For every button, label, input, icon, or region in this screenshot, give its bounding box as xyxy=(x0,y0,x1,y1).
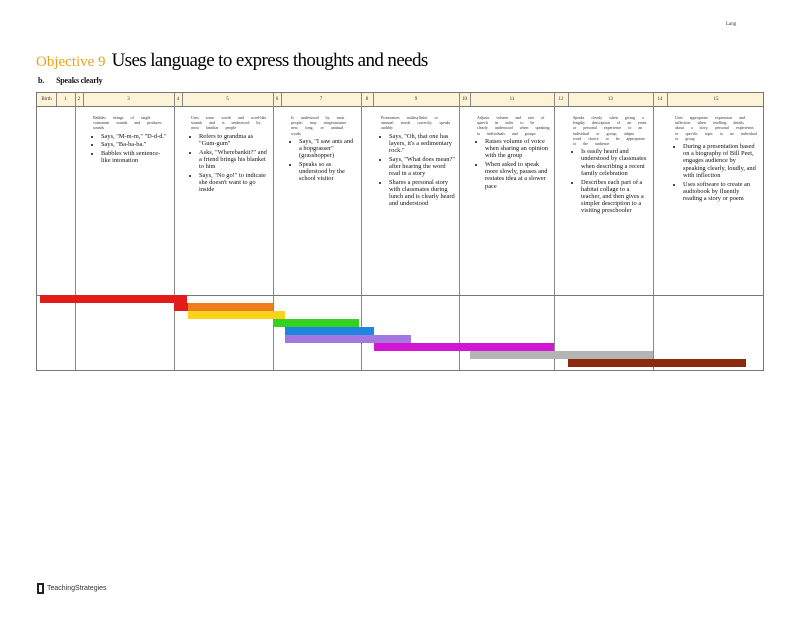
band-yellow xyxy=(188,311,273,319)
example-item: • Shares a personal story with classmates during lunch and is clearly heard and understood xyxy=(389,179,455,208)
example-item: • When asked to speak more slowly, pauses and restates idea at a slower pace xyxy=(485,161,550,190)
column-divider xyxy=(182,93,183,106)
column-divider xyxy=(75,93,76,370)
indicator-description: Uses appropriate expression and inflection when retelling details about a story, personal experience, or specific topic to an individual or group xyxy=(675,115,757,141)
dimension-subtitle xyxy=(38,76,102,85)
header-cell: Birth xyxy=(41,97,52,102)
band-red-tail xyxy=(174,303,188,311)
indicator-column-12 xyxy=(573,115,649,216)
example-item: • Uses software to create an audiobook by fluently reading a story or poem xyxy=(683,181,759,203)
objective-label: Objective 9 xyxy=(36,54,106,70)
column-divider xyxy=(653,93,654,370)
page-tag: Lang xyxy=(726,22,737,27)
header-cell: 7 xyxy=(319,97,323,102)
column-divider xyxy=(56,93,57,106)
column-divider xyxy=(83,93,84,106)
column-divider xyxy=(470,93,471,106)
indicator-column-8 xyxy=(381,115,455,209)
example-item: • Asks, "Wherebankit?" and a friend brings his blanket to him xyxy=(199,149,269,171)
header-cell: 2 xyxy=(77,97,81,102)
column-divider xyxy=(174,93,175,370)
header-cell: 4 xyxy=(176,97,180,102)
header-cell: 8 xyxy=(365,97,369,102)
indicator-column-6 xyxy=(291,115,357,184)
example-item: • Speaks so as understood by the school visitor xyxy=(299,161,357,183)
example-item: • During a presentation based on a biography of Bill Peet, engages audience by speaking clearly, loudly, and with inflection xyxy=(683,143,759,179)
footer-logo xyxy=(37,583,107,594)
band-brown xyxy=(568,359,746,367)
teaching-strategies-logo-icon xyxy=(37,583,44,594)
indicator-column-10 xyxy=(477,115,550,191)
objective-text: Uses language to express thoughts and needs xyxy=(111,50,428,71)
column-divider xyxy=(281,93,282,106)
example-item: • Says, "Ba-ba-ba." xyxy=(101,141,169,148)
example-list xyxy=(477,138,550,190)
band-yellow-tail xyxy=(273,311,285,319)
example-item: • Raises volume of voice when sharing an opinion with the group xyxy=(485,138,550,160)
header-row xyxy=(37,93,763,107)
header-cell: 13 xyxy=(608,97,613,102)
header-cell: 11 xyxy=(509,97,515,102)
indicator-column-14 xyxy=(675,115,759,204)
dimension-text: Speaks clearly xyxy=(56,76,103,85)
example-list xyxy=(675,143,759,202)
column-divider xyxy=(273,93,274,370)
column-divider xyxy=(568,93,569,106)
band-purple xyxy=(285,335,374,343)
band-blue xyxy=(285,327,374,335)
indicator-description: Speaks clearly when giving a lengthy description of an event or personal experience to an individual or group; adapts word choice to be appropriate to the audience xyxy=(573,115,647,147)
band-red xyxy=(40,295,187,303)
band-green-head xyxy=(273,319,285,327)
indicator-column-2 xyxy=(93,115,169,166)
header-cell: 3 xyxy=(127,97,130,102)
dimension-letter: b. xyxy=(38,76,45,85)
example-list xyxy=(291,138,357,183)
indicator-description: Adjusts volume and rate of speech in order to be clearly understood when speaking to individuals and groups xyxy=(477,115,550,136)
page-title xyxy=(36,50,428,72)
indicator-description: Pronounces multisyllabic or unusual words correctly; speaks audibly xyxy=(381,115,451,131)
column-divider xyxy=(373,93,374,106)
example-item: • Says, "What does mean?" after hearing the word read in a story xyxy=(389,156,455,178)
header-cell: 1 xyxy=(64,97,67,102)
header-cell: 6 xyxy=(275,97,279,102)
example-item: • Refers to grandma as "Gum-gum" xyxy=(199,133,269,147)
example-item: • Says, "No go!" to indicate she doesn't want to go inside xyxy=(199,172,269,194)
example-list xyxy=(573,148,649,214)
column-divider xyxy=(667,93,668,106)
example-list xyxy=(191,133,269,194)
header-cell: 15 xyxy=(713,97,719,102)
example-item: • Says, "M-m-m," "D-d-d." xyxy=(101,133,169,140)
band-orange xyxy=(188,303,273,311)
example-list xyxy=(93,133,169,165)
band-magenta xyxy=(374,343,554,351)
example-item: • Describes each part of a habitat collage to a teacher, and then gives a simpler description to a visiting preschooler xyxy=(581,179,649,215)
example-item: • Is easily heard and understood by classmates when describing a recent family celebration xyxy=(581,148,649,177)
indicator-column-4 xyxy=(191,115,269,195)
header-cell: 10 xyxy=(462,97,467,102)
column-divider xyxy=(459,93,460,370)
example-item: • Babbles with sentence-like intonation xyxy=(101,150,169,164)
header-cell: 9 xyxy=(414,97,418,102)
logo-text: TeachingStrategies xyxy=(47,585,107,592)
column-divider xyxy=(554,93,555,370)
progression-grid xyxy=(36,92,764,371)
band-purple-tail xyxy=(374,335,411,343)
band-green xyxy=(285,319,359,327)
example-list xyxy=(381,133,455,208)
indicator-description: Is understood by most people; may mispronounce new, long, or unusual words xyxy=(291,115,347,136)
header-cell: 14 xyxy=(657,97,663,102)
indicator-description: Babbles strings of single consonant sounds and produces sounds xyxy=(93,115,162,131)
indicator-description: Uses some words and word-like sounds and is understood by most familiar people xyxy=(191,115,267,131)
band-gray xyxy=(470,351,653,359)
header-cell: 12 xyxy=(558,97,564,102)
example-item: • Says, "Oh, that one has layers, it's a sedimentary rock." xyxy=(389,133,455,155)
header-cell: 5 xyxy=(226,97,229,102)
example-item: • Says, "I saw ants and a hopgrasser" (grasshopper) xyxy=(299,138,357,160)
